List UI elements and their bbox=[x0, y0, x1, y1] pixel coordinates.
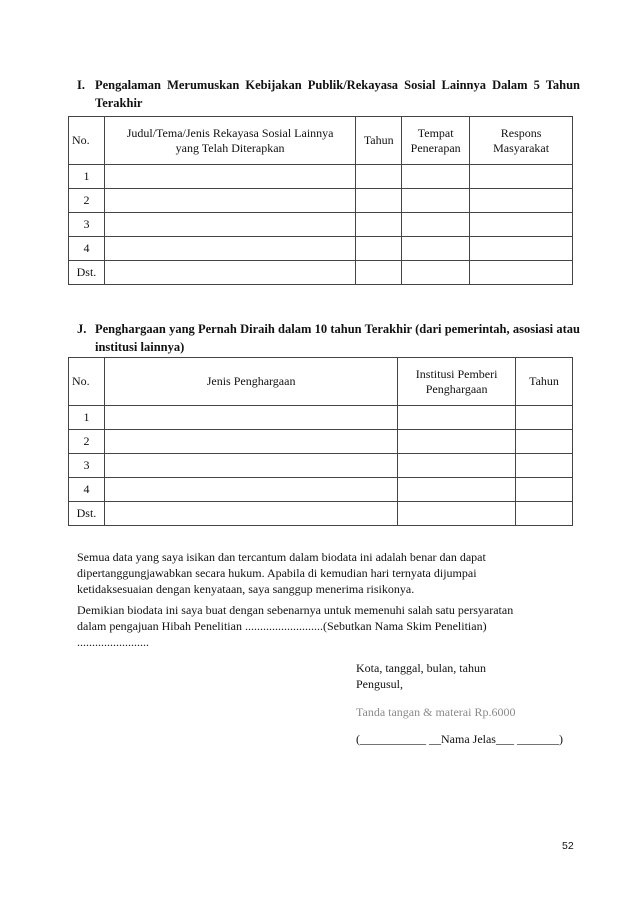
header-tahun: Tahun bbox=[356, 117, 402, 165]
table-cell bbox=[104, 430, 397, 454]
table-header-row bbox=[69, 117, 573, 165]
closing-paragraph bbox=[77, 602, 577, 650]
table-row bbox=[69, 406, 573, 430]
row-number: 4 bbox=[69, 237, 105, 261]
header-respons bbox=[470, 117, 573, 165]
row-number: 1 bbox=[69, 406, 105, 430]
table-cell bbox=[104, 478, 397, 502]
name-line: (___________ __Nama Jelas___ _______) bbox=[356, 732, 563, 746]
table-cell bbox=[104, 261, 355, 285]
row-number: Dst. bbox=[69, 261, 105, 285]
table-cell bbox=[356, 261, 402, 285]
table-cell bbox=[356, 213, 402, 237]
statement-line: ketidaksesuaian dengan kenyataan, saya sanggup menerima risikonya. bbox=[77, 582, 415, 596]
header-respons-line2: Masyarakat bbox=[493, 140, 550, 155]
header-tahun: Tahun bbox=[516, 358, 573, 406]
statement-line: dipertanggungjawabkan secara hukum. Apabila di kemudian hari ternyata dijumpai bbox=[77, 566, 477, 580]
header-tempat-line1: Tempat bbox=[417, 125, 454, 140]
statement-line: Semua data yang saya isikan dan tercantum dalam biodata ini adalah benar dan dapat bbox=[77, 550, 486, 564]
table-row bbox=[69, 502, 573, 526]
table-row bbox=[69, 213, 573, 237]
table-header-row bbox=[69, 358, 573, 406]
table-row bbox=[69, 478, 573, 502]
header-no: No. bbox=[69, 117, 105, 165]
table-cell bbox=[398, 454, 516, 478]
table-cell bbox=[104, 165, 355, 189]
awards-table bbox=[68, 357, 573, 526]
header-institusi-line2: Penghargaan bbox=[425, 381, 488, 396]
table-cell bbox=[104, 213, 355, 237]
table-row bbox=[69, 454, 573, 478]
header-judul-line1: Judul/Tema/Jenis Rekayasa Sosial Lainnya bbox=[126, 125, 334, 140]
closing-line: Demikian biodata ini saya buat dengan sebenarnya untuk memenuhi salah satu persyaratan bbox=[77, 603, 514, 617]
section-i-heading bbox=[77, 76, 587, 112]
row-number: 2 bbox=[69, 189, 105, 213]
table-row bbox=[69, 165, 573, 189]
table-cell bbox=[398, 478, 516, 502]
section-j-heading bbox=[77, 320, 587, 356]
table-row bbox=[69, 189, 573, 213]
table-cell bbox=[470, 213, 573, 237]
header-tempat-line2: Penerapan bbox=[410, 140, 461, 155]
table-cell bbox=[104, 237, 355, 261]
table-row bbox=[69, 430, 573, 454]
table-cell bbox=[516, 430, 573, 454]
row-number: 3 bbox=[69, 213, 105, 237]
table-cell bbox=[516, 502, 573, 526]
table-cell bbox=[398, 430, 516, 454]
header-institusi-line1: Institusi Pemberi bbox=[415, 366, 498, 381]
closing-line: dalam pengajuan Hibah Penelitian ..........................(Sebutkan Nama Skim Penelitian) bbox=[77, 619, 487, 633]
row-number: 2 bbox=[69, 430, 105, 454]
section-j-label: J. bbox=[77, 322, 87, 336]
header-institusi bbox=[398, 358, 516, 406]
row-number: Dst. bbox=[69, 502, 105, 526]
policy-experience-table bbox=[68, 116, 573, 285]
statement-paragraph bbox=[77, 549, 577, 597]
header-judul bbox=[104, 117, 355, 165]
signature-note: Tanda tangan & materai Rp.6000 bbox=[356, 705, 516, 719]
header-no: No. bbox=[69, 358, 105, 406]
table-cell bbox=[398, 502, 516, 526]
proposer-role: Pengusul, bbox=[356, 677, 404, 691]
place-date: Kota, tanggal, bulan, tahun bbox=[356, 661, 486, 675]
table-cell bbox=[516, 478, 573, 502]
table-cell bbox=[402, 165, 470, 189]
row-number: 4 bbox=[69, 478, 105, 502]
row-number: 3 bbox=[69, 454, 105, 478]
table-cell bbox=[104, 189, 355, 213]
table-cell bbox=[516, 406, 573, 430]
table-cell bbox=[402, 189, 470, 213]
section-j-title: Penghargaan yang Pernah Diraih dalam 10 tahun Terakhir (dari pemerintah, asosiasi atau institusi lainnya) bbox=[95, 322, 580, 354]
section-i-title: Pengalaman Merumuskan Kebijakan Publik/Rekayasa Sosial Lainnya Dalam 5 Tahun Terakhir bbox=[95, 78, 580, 110]
table-cell bbox=[470, 237, 573, 261]
page-number: 52 bbox=[562, 840, 574, 852]
table-cell bbox=[470, 165, 573, 189]
table-row bbox=[69, 261, 573, 285]
header-tempat bbox=[402, 117, 470, 165]
table-cell bbox=[398, 406, 516, 430]
section-i-label: I. bbox=[77, 78, 85, 92]
table-cell bbox=[356, 189, 402, 213]
row-number: 1 bbox=[69, 165, 105, 189]
table-cell bbox=[402, 213, 470, 237]
table-cell bbox=[104, 502, 397, 526]
table-cell bbox=[356, 237, 402, 261]
table-cell bbox=[470, 189, 573, 213]
table-cell bbox=[104, 454, 397, 478]
table-cell bbox=[470, 261, 573, 285]
table-cell bbox=[104, 406, 397, 430]
table-cell bbox=[356, 165, 402, 189]
table-row bbox=[69, 237, 573, 261]
header-respons-line1: Respons bbox=[500, 125, 542, 140]
table-cell bbox=[516, 454, 573, 478]
header-judul-line2: yang Telah Diterapkan bbox=[175, 140, 285, 155]
closing-line: ........................ bbox=[77, 635, 149, 649]
header-jenis: Jenis Penghargaan bbox=[104, 358, 397, 406]
table-cell bbox=[402, 261, 470, 285]
table-cell bbox=[402, 237, 470, 261]
